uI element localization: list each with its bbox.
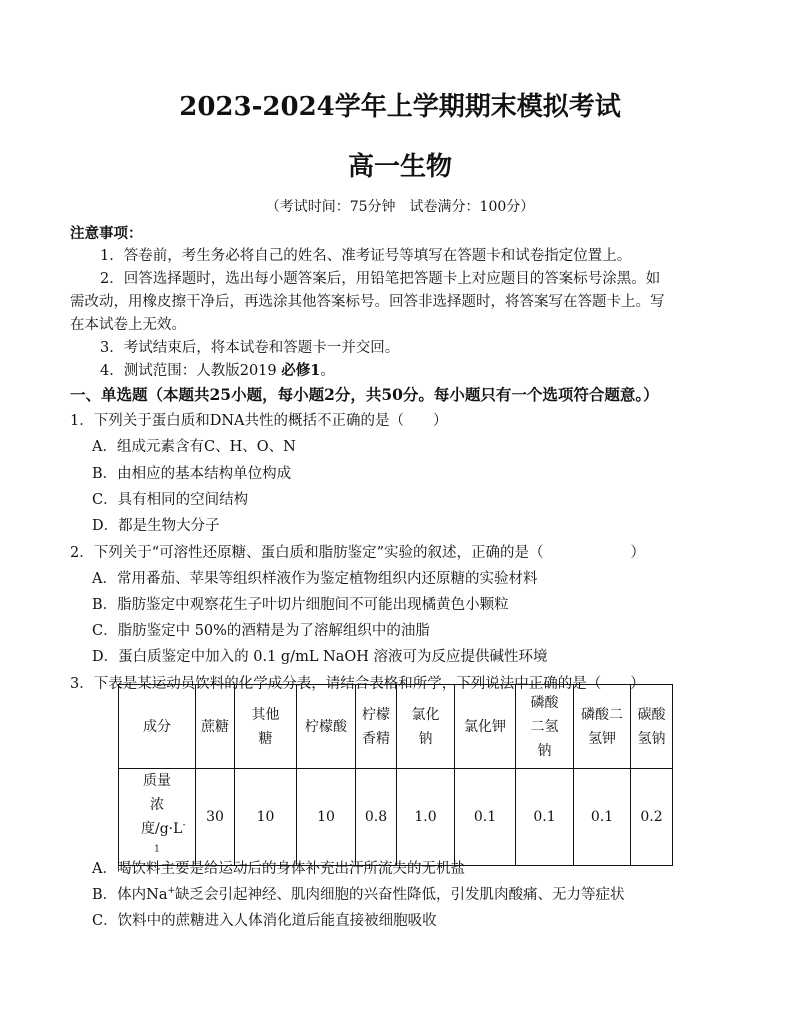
question-stem: 1．下列关于蛋白质和DNA共性的概括不正确的是（ ） xyxy=(70,413,448,429)
notice-item-continued: 在本试卷上无效。 xyxy=(70,317,186,333)
table-header-cell: 磷酸二氢钾 xyxy=(574,685,631,769)
table-header-cell: 碳酸氢钠 xyxy=(631,685,673,769)
section-heading: 一、单选题（本题共25小题，每小题2分，共50分。每小题只有一个选项符合题意。） xyxy=(70,385,659,404)
composition-table xyxy=(118,684,673,866)
table-header-cell: 氯化钠 xyxy=(397,685,455,769)
option-d: D．都是生物大分子 xyxy=(92,518,220,534)
question-stem: 2．下列关于“可溶性还原糖、蛋白质和脂肪鉴定”实验的叙述，正确的是（ ） xyxy=(70,545,646,561)
table-header-cell: 氯化钾 xyxy=(455,685,516,769)
option-a: A．组成元素含有C、H、O、N xyxy=(92,439,296,455)
notice-item-continued: 需改动，用橡皮擦干净后，再选涂其他答案标号。回答非选择题时，将答案写在答题卡上。写 xyxy=(70,294,665,310)
notice-item4-text: 4．测试范围：人教版2019 xyxy=(100,363,282,379)
option-b: B．体内Na+缺乏会引起神经、肌肉细胞的兴奋性降低，引发肌肉酸痛、无力等症状 xyxy=(92,886,625,903)
table-cell: 0.1 xyxy=(574,769,631,866)
table-header-cell: 柠檬酸 xyxy=(297,685,356,769)
exam-info: （考试时间：75分钟 试卷满分：100分） xyxy=(265,199,535,215)
table-row-label: 质量浓度$/g\cdot L^{-1}$ xyxy=(119,769,196,866)
table-cell: 0.8 xyxy=(356,769,397,866)
table-header-cell: 蔗糖 xyxy=(196,685,235,769)
subject-title: 高一生物 xyxy=(347,152,452,182)
option-c: C．饮料中的蔗糖进入人体消化道后能直接被细胞吸收 xyxy=(92,913,437,929)
question-stem: 3．下表是某运动员饮料的化学成分表，请结合表格和所学，下列说法中正确的是（ ） xyxy=(70,676,645,692)
table-row xyxy=(119,769,673,866)
option-b: B．由相应的基本结构单位构成 xyxy=(92,466,292,482)
table-cell: 1.0 xyxy=(397,769,455,866)
option-a: A．常用番茄、苹果等组织样液作为鉴定植物组织内还原糖的实验材料 xyxy=(92,571,538,587)
table-header-cell: 柠檬香精 xyxy=(356,685,397,769)
notice-item xyxy=(100,359,335,380)
table-header-cell: 磷酸二氢钠 xyxy=(516,685,574,769)
table-header-row xyxy=(119,685,673,769)
exam-title: 2023-2024学年上学期期末模拟考试 xyxy=(179,92,621,122)
option-a: A．喝饮料主要是给运动后的身体补充出汗所流失的无机盐 xyxy=(92,861,465,877)
table-header-cell: 其他糖 xyxy=(235,685,297,769)
table-cell: 0.2 xyxy=(631,769,673,866)
table-header-cell: 成分 xyxy=(119,685,196,769)
table-cell: 30 xyxy=(196,769,235,866)
notice-item: 2．回答选择题时，选出每小题答案后，用铅笔把答题卡上对应题目的答案标号涂黑。如 xyxy=(100,271,661,287)
table-cell: 10 xyxy=(235,769,297,866)
notice-item4-range: 必修1 xyxy=(281,362,321,379)
table-cell: 10 xyxy=(297,769,356,866)
notice-item: 3．考试结束后，将本试卷和答题卡一并交回。 xyxy=(100,340,400,356)
notice-item: 1．答卷前，考生务必将自己的姓名、准考证号等填写在答题卡和试卷指定位置上。 xyxy=(100,248,632,264)
table-cell: 0.1 xyxy=(455,769,516,866)
option-d: D．蛋白质鉴定中加入的 0.1 g/mL NaOH 溶液可为反应提供碱性环境 xyxy=(92,649,548,665)
notice-item4-end: 。 xyxy=(320,363,335,379)
table-cell: 0.1 xyxy=(516,769,574,866)
option-c: C．具有相同的空间结构 xyxy=(92,492,249,508)
option-c: C．脂肪鉴定中 50%的酒精是为了溶解组织中的油脂 xyxy=(92,623,430,639)
option-b: B．脂肪鉴定中观察花生子叶切片细胞间不可能出现橘黄色小颗粒 xyxy=(92,597,509,613)
notice-heading: 注意事项： xyxy=(70,225,143,242)
